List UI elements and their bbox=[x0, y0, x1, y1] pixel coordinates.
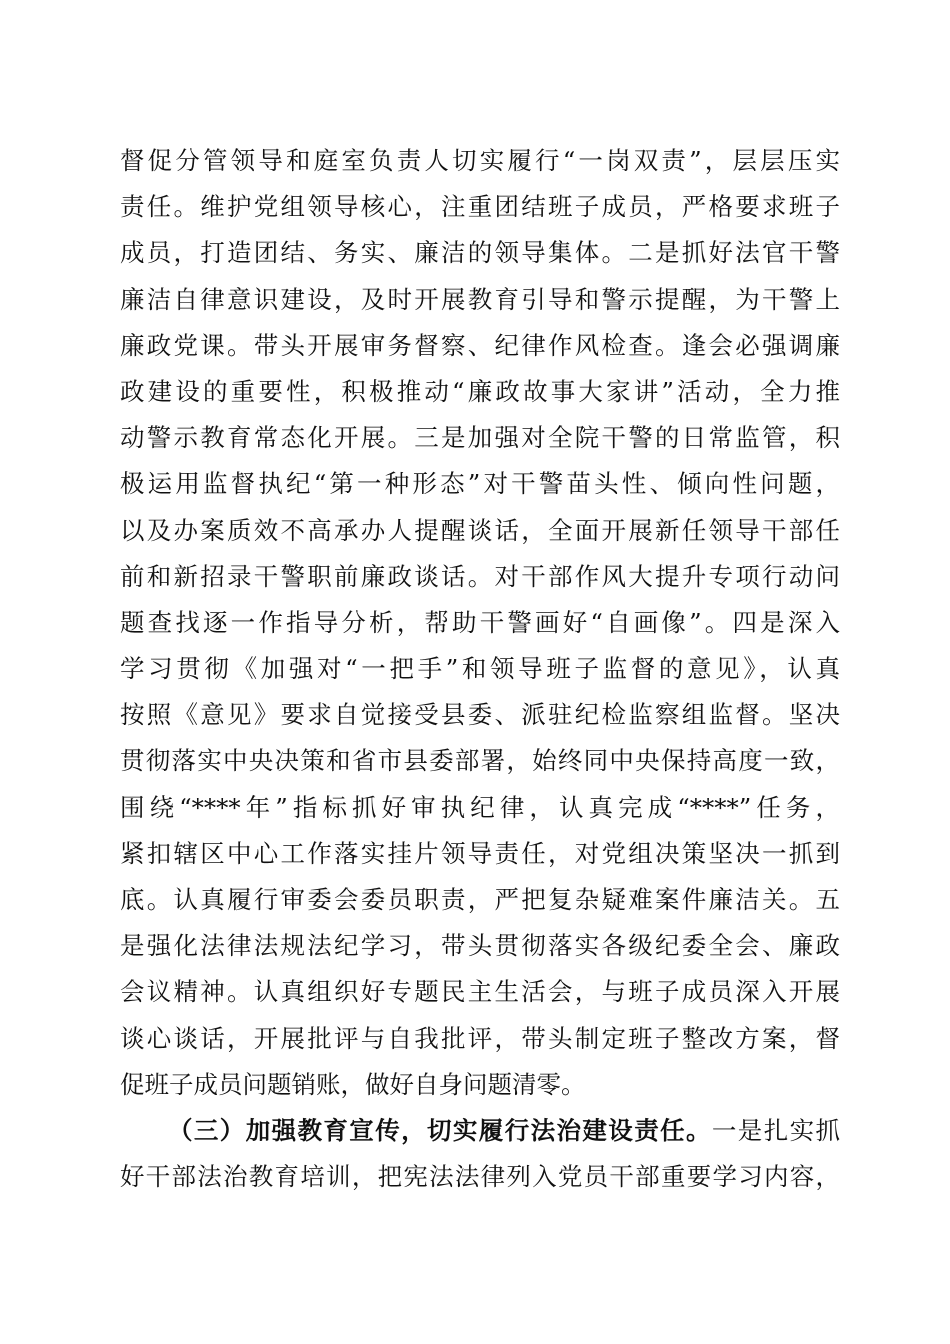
paragraph-line: 责任。维护党组领导核心，注重团结班子成员，严格要求班子 bbox=[120, 192, 840, 222]
paragraph-line: 是强化法律法规法纪学习，带头贯彻落实各级纪委全会、廉政 bbox=[120, 931, 840, 961]
paragraph-line: 好干部法治教育培训，把宪法法律列入党员干部重要学习内容， bbox=[120, 1162, 840, 1192]
document-body bbox=[120, 138, 840, 1200]
paragraph-line: 政建设的重要性，积极推动“廉政故事大家讲”活动，全力推 bbox=[120, 376, 840, 406]
section-heading: （三）加强教育宣传，切实履行法治建设责任。 bbox=[168, 1115, 712, 1145]
paragraph-line: 题查找逐一作指导分析，帮助干警画好“自画像”。四是深入 bbox=[120, 607, 840, 637]
paragraph-line: 以及办案质效不高承办人提醒谈话，全面开展新任领导干部任 bbox=[120, 515, 840, 545]
paragraph-line: 按照《意见》要求自觉接受县委、派驻纪检监察组监督。坚决 bbox=[120, 700, 840, 730]
paragraph-line: 成员，打造团结、务实、廉洁的领导集体。二是抓好法官干警 bbox=[120, 238, 840, 268]
paragraph-line: 围绕“****年”指标抓好审执纪律，认真完成“****”任务， bbox=[120, 792, 840, 822]
paragraph-line: 廉洁自律意识建设，及时开展教育引导和警示提醒，为干警上 bbox=[120, 284, 840, 314]
paragraph-line: 紧扣辖区中心工作落实挂片领导责任，对党组决策坚决一抓到 bbox=[120, 838, 840, 868]
section-heading-line bbox=[120, 1108, 840, 1154]
paragraph-line: 动警示教育常态化开展。三是加强对全院干警的日常监管，积 bbox=[120, 423, 840, 453]
paragraph-line: 底。认真履行审委会委员职责，严把复杂疑难案件廉洁关。五 bbox=[120, 885, 840, 914]
paragraph-line: 廉政党课。带头开展审务督察、纪律作风检查。逢会必强调廉 bbox=[120, 330, 840, 360]
paragraph-line: 贯彻落实中央决策和省市县委部署，始终同中央保持高度一致， bbox=[120, 746, 840, 776]
paragraph-line: 学习贯彻《加强对“一把手”和领导班子监督的意见》，认真 bbox=[120, 654, 840, 684]
paragraph-line: 会议精神。认真组织好专题民主生活会，与班子成员深入开展 bbox=[120, 977, 840, 1007]
paragraph-line: 谈心谈话，开展批评与自我批评，带头制定班子整改方案，督 bbox=[120, 1023, 840, 1053]
section-heading-continuation: 一是扎实抓 bbox=[711, 1115, 841, 1145]
paragraph-line: 极运用监督执纪“第一种形态”对干警苗头性、倾向性问题， bbox=[120, 469, 840, 499]
paragraph-line: 促班子成员问题销账，做好自身问题清零。 bbox=[120, 1069, 586, 1099]
paragraph-line: 前和新招录干警职前廉政谈话。对干部作风大提升专项行动问 bbox=[120, 561, 840, 591]
paragraph-line: 督促分管领导和庭室负责人切实履行“一岗双责”，层层压实 bbox=[120, 146, 840, 175]
